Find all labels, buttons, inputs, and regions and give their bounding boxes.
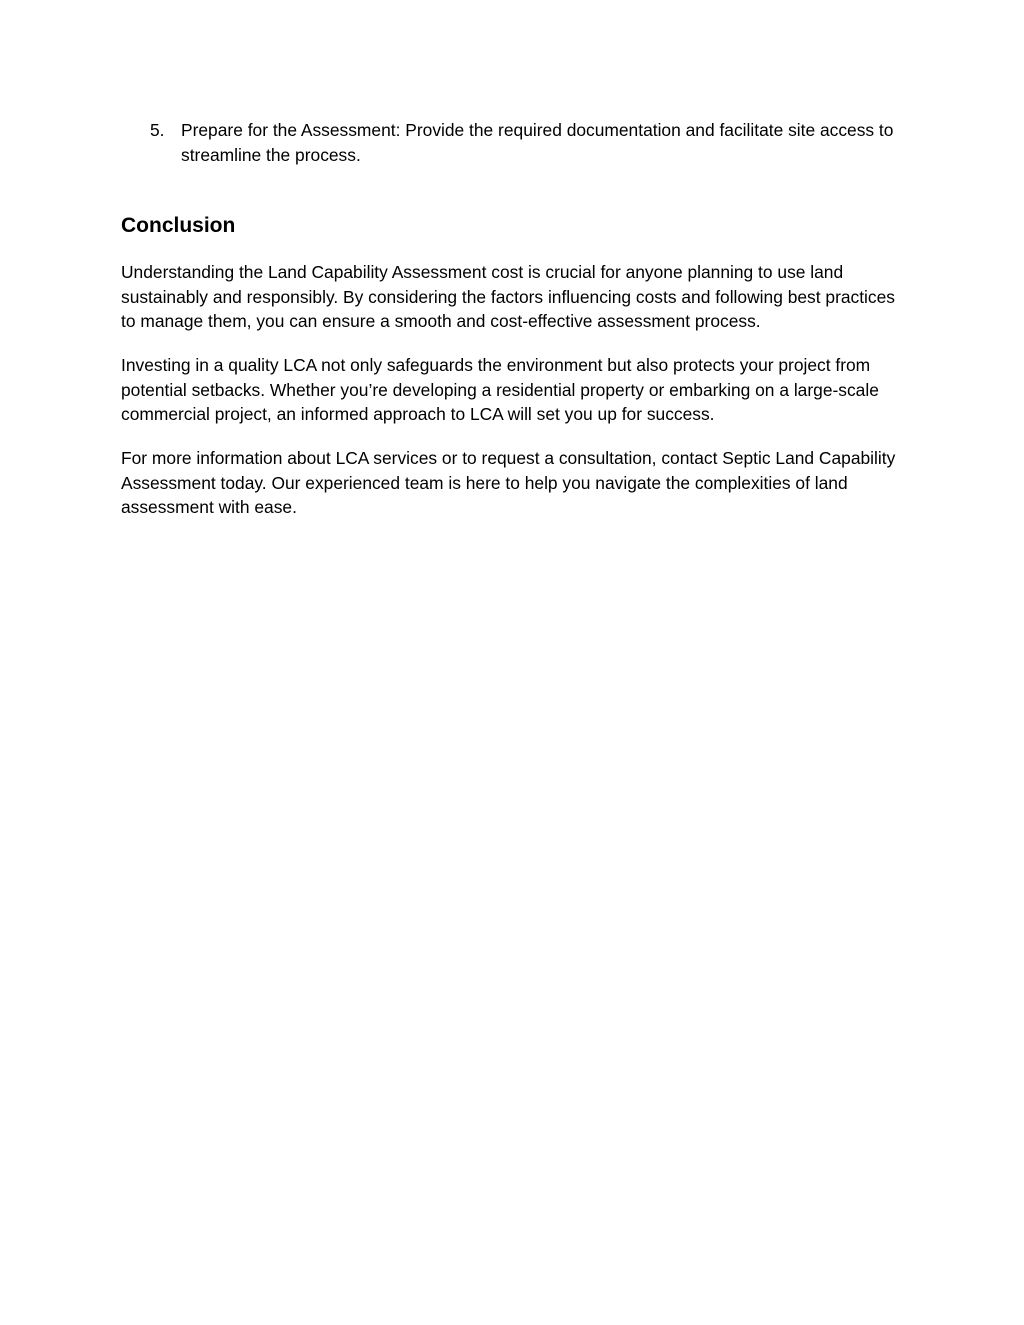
paragraph: For more information about LCA services or to request a consultation, contact Septic Land Capability Assessment today. Our experienced team is here to help you navigate the complexities of land assessment with ease.: [121, 448, 896, 517]
paragraph: Investing in a quality LCA not only safeguards the environment but also protects your project from potential setbacks. Whether you’re developing a residential property or embarking on a large-scale commercial project, an informed approach to LCA will set you up for success.: [121, 355, 879, 424]
list-item-text: Prepare for the Assessment: Provide the required documentation and facilitate site access to streamline the process.: [181, 120, 894, 165]
list-item: [121, 118, 901, 167]
numbered-list: [121, 118, 901, 167]
section-heading-conclusion: Conclusion: [121, 214, 236, 237]
list-item-number: 5.: [150, 120, 165, 140]
paragraph: Understanding the Land Capability Assessment cost is crucial for anyone planning to use land sustainably and responsibly. By considering the factors influencing costs and following best practices to manage them, you can ensure a smooth and cost-effective assessment process.: [121, 262, 895, 331]
